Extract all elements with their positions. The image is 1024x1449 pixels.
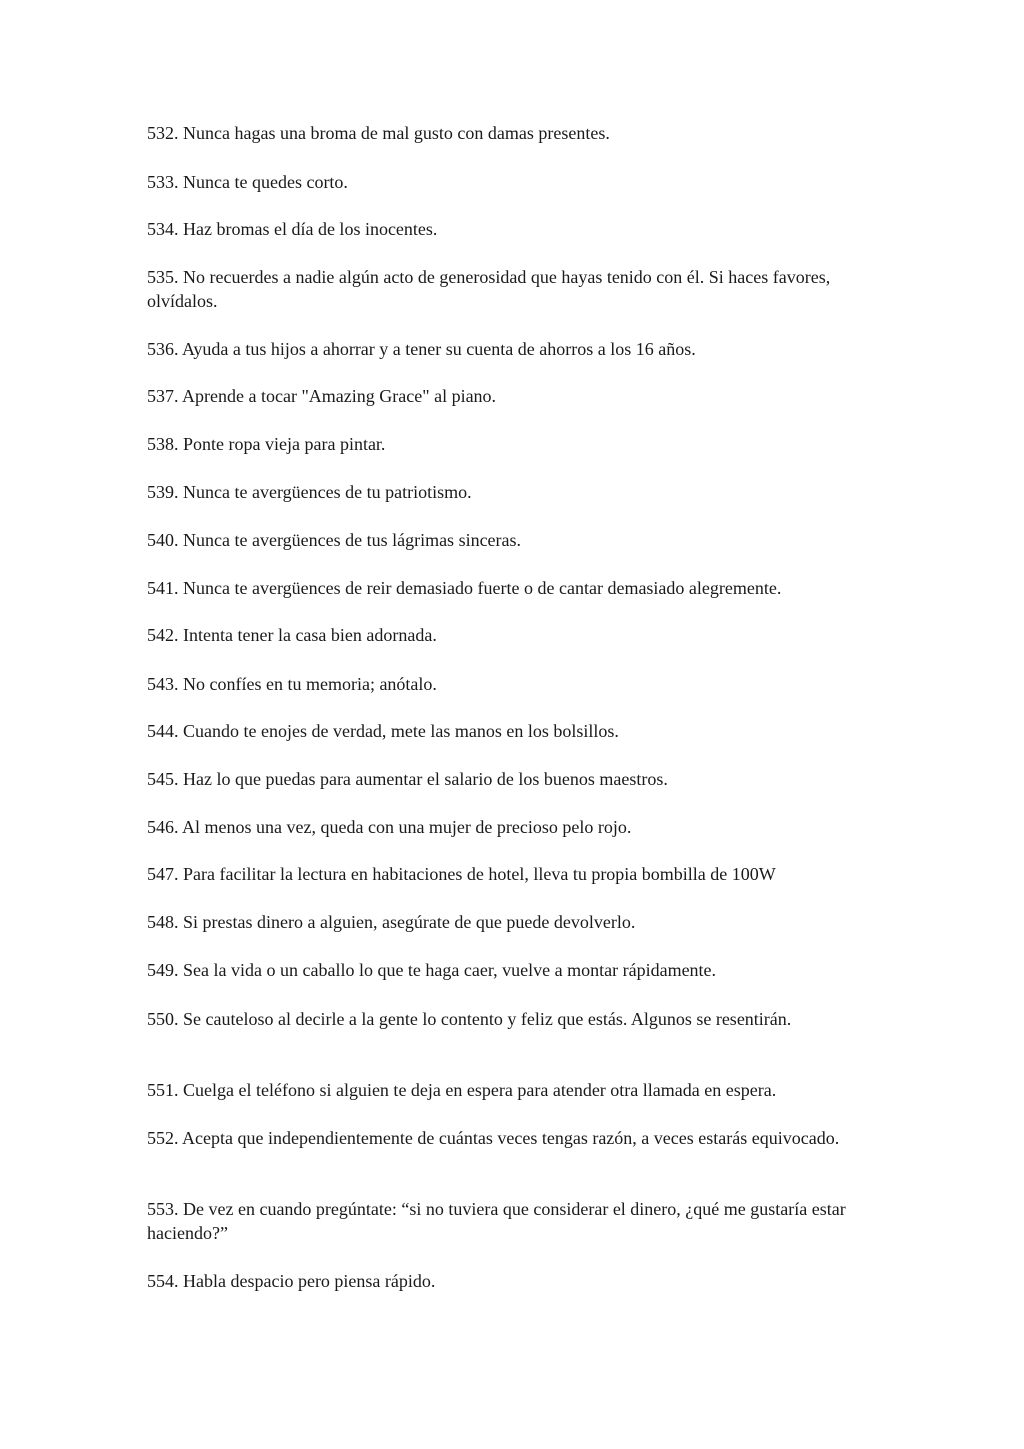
list-item: 536. Ayuda a tus hijos a ahorrar y a tener su cuenta de ahorros a los 16 años. bbox=[147, 339, 696, 359]
list-item: 550. Se cauteloso al decirle a la gente lo contento y feliz que estás. Algunos se resentirán. bbox=[147, 1009, 792, 1029]
list-item: 554. Habla despacio pero piensa rápido. bbox=[147, 1271, 436, 1291]
list-item: 544. Cuando te enojes de verdad, mete las manos en los bolsillos. bbox=[147, 721, 619, 741]
list-item: 538. Ponte ropa vieja para pintar. bbox=[147, 434, 386, 454]
list-item: 549. Sea la vida o un caballo lo que te haga caer, vuelve a montar rápidamente. bbox=[147, 960, 717, 980]
list-item: 548. Si prestas dinero a alguien, asegúrate de que puede devolverlo. bbox=[147, 912, 636, 932]
list-item: 541. Nunca te avergüences de reir demasiado fuerte o de cantar demasiado alegremente. bbox=[147, 578, 782, 598]
list-item: 532. Nunca hagas una broma de mal gusto con damas presentes. bbox=[147, 123, 610, 143]
list-item: 553. De vez en cuando pregúntate: “si no tuviera que considerar el dinero, ¿qué me gustaría estar haciendo?” bbox=[147, 1199, 846, 1243]
list-item: 542. Intenta tener la casa bien adornada. bbox=[147, 625, 437, 645]
list-item: 545. Haz lo que puedas para aumentar el salario de los buenos maestros. bbox=[147, 769, 668, 789]
list-item: 551. Cuelga el teléfono si alguien te deja en espera para atender otra llamada en espera. bbox=[147, 1080, 777, 1100]
list-item: 533. Nunca te quedes corto. bbox=[147, 172, 348, 192]
list-item: 540. Nunca te avergüences de tus lágrimas sinceras. bbox=[147, 530, 522, 550]
list-item: 534. Haz bromas el día de los inocentes. bbox=[147, 219, 438, 239]
list-item: 543. No confíes en tu memoria; anótalo. bbox=[147, 674, 437, 694]
list-item: 546. Al menos una vez, queda con una mujer de precioso pelo rojo. bbox=[147, 817, 632, 837]
list-item: 547. Para facilitar la lectura en habitaciones de hotel, lleva tu propia bombilla de 100W bbox=[147, 864, 776, 884]
list-item: 552. Acepta que independientemente de cuántas veces tengas razón, a veces estarás equivocado. bbox=[147, 1128, 840, 1148]
list-item: 539. Nunca te avergüences de tu patriotismo. bbox=[147, 482, 472, 502]
list-item: 537. Aprende a tocar "Amazing Grace" al piano. bbox=[147, 386, 497, 406]
list-item: 535. No recuerdes a nadie algún acto de generosidad que hayas tenido con él. Si haces favores, olvídalos. bbox=[147, 267, 831, 311]
